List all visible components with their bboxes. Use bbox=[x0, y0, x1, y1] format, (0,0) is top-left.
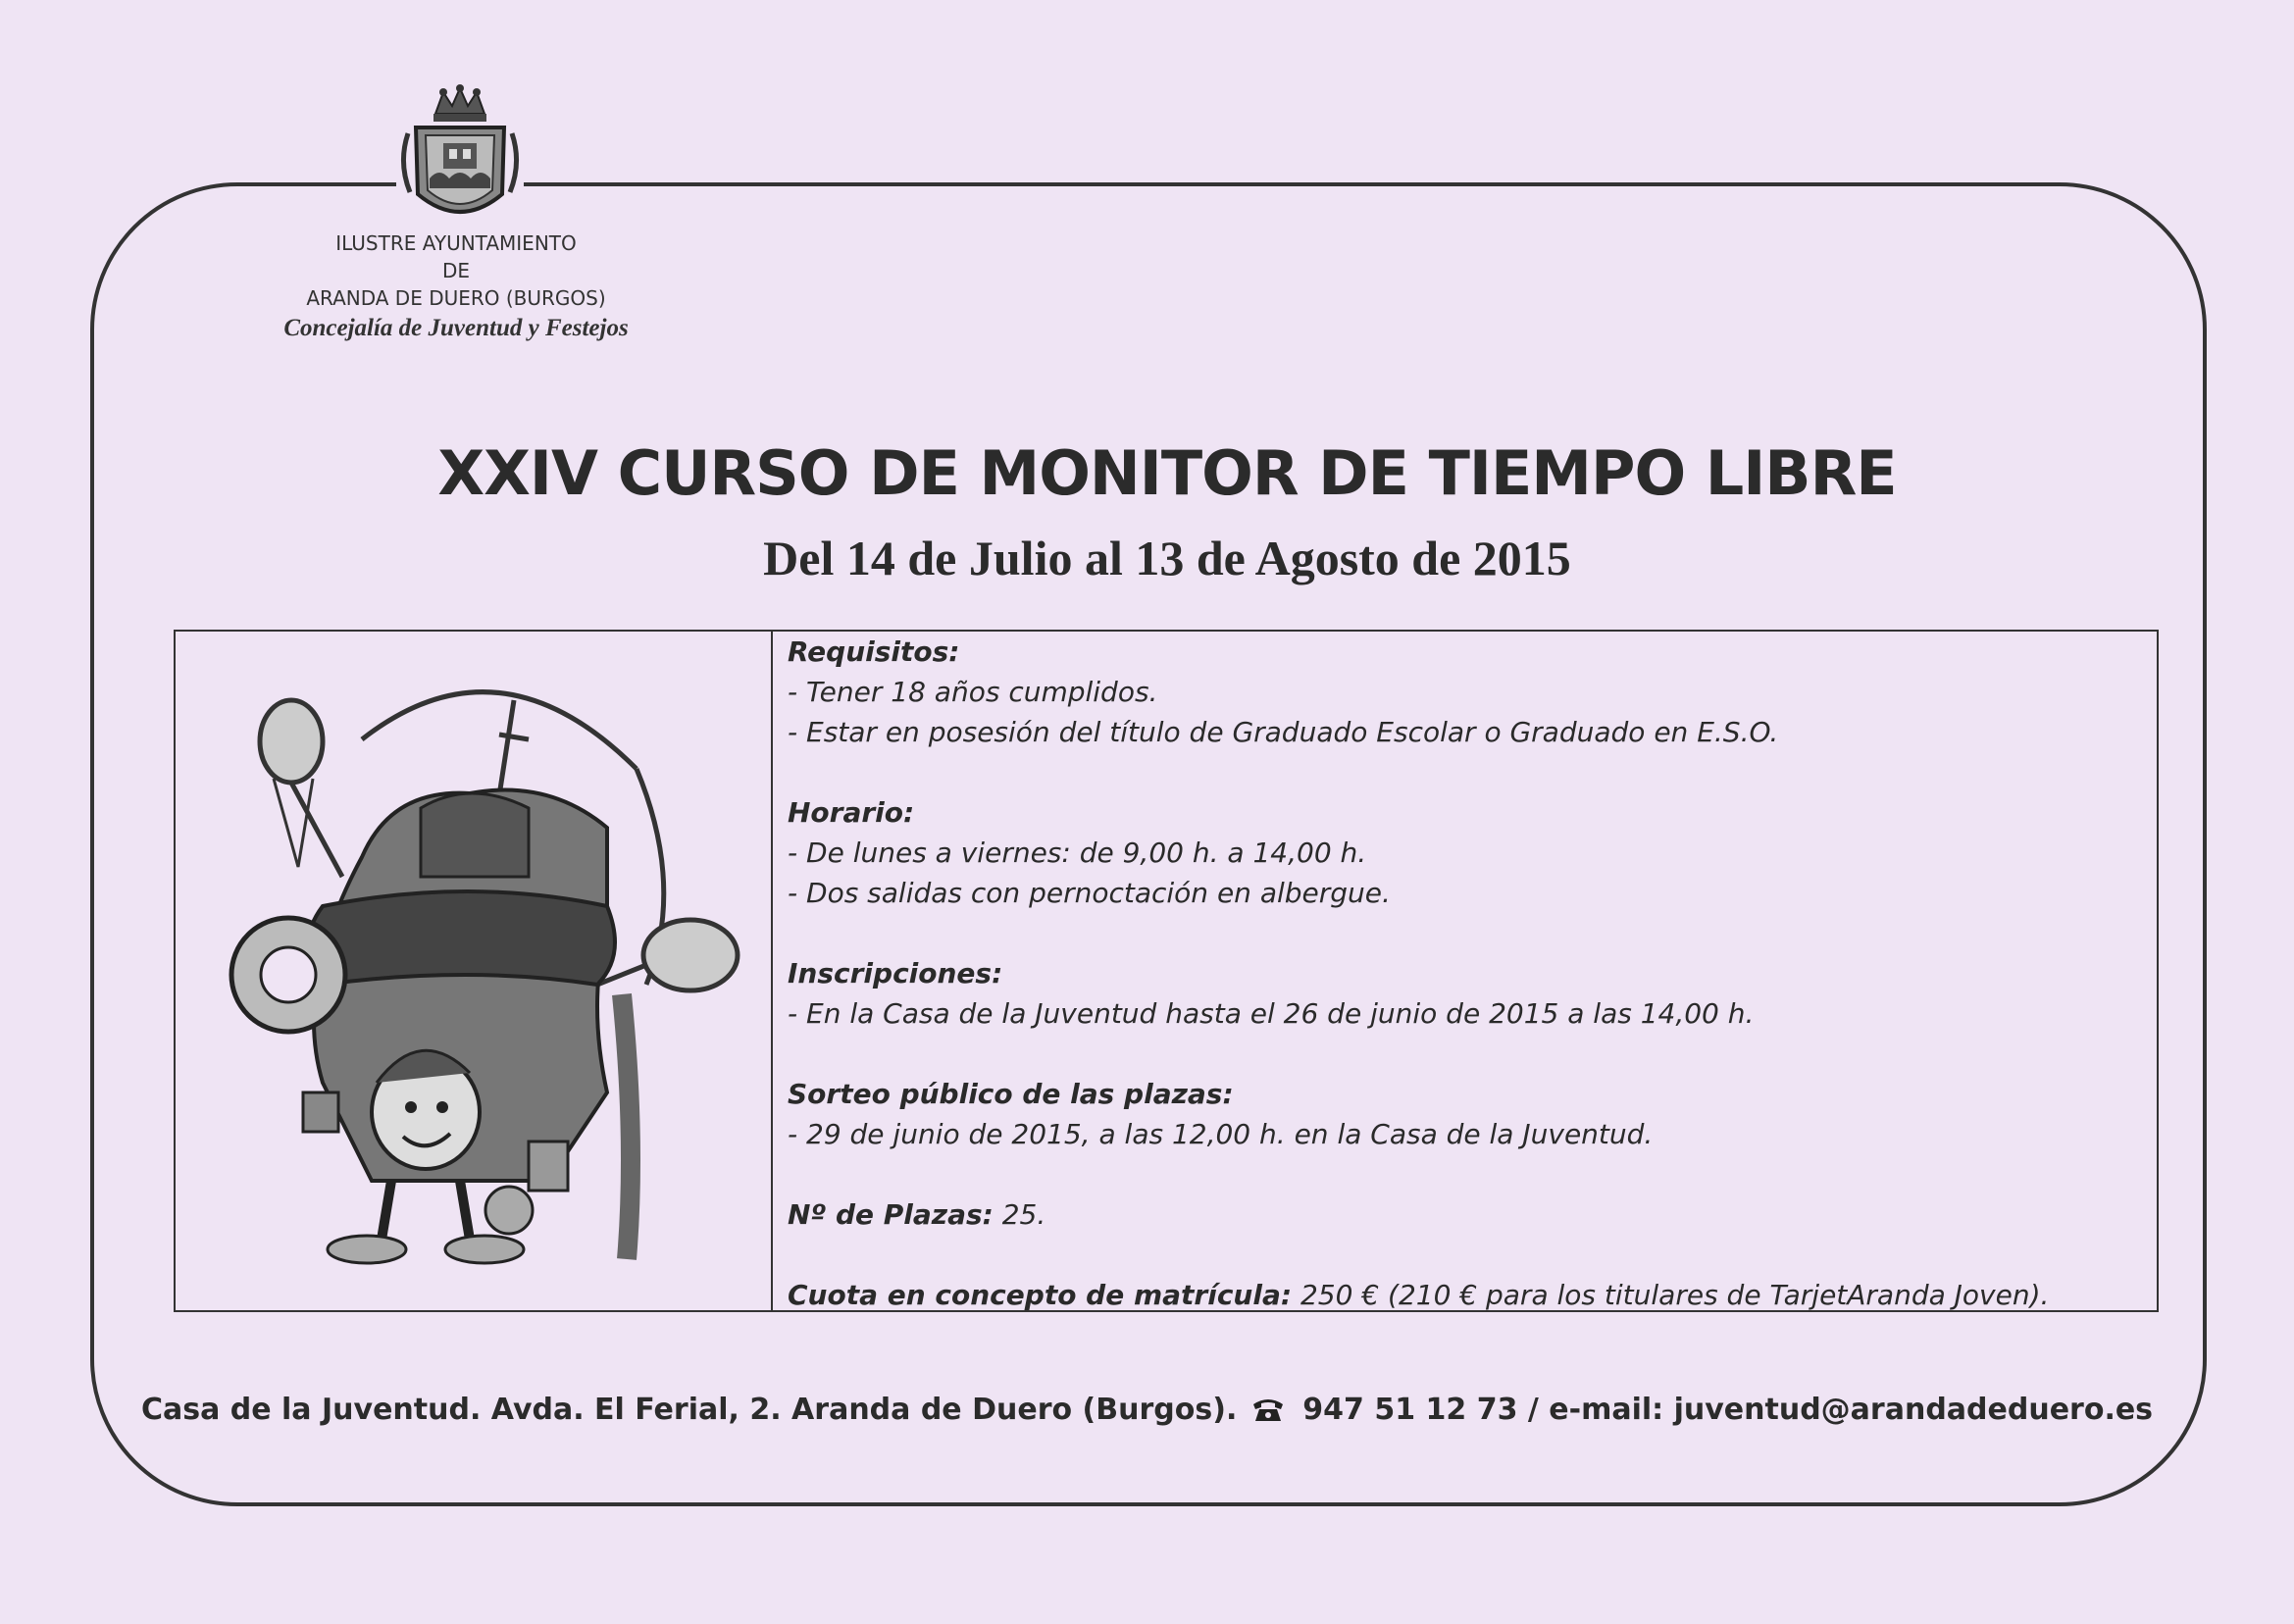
requisitos-item: - Estar en posesión del título de Graduado Escolar o Graduado en E.S.O. bbox=[788, 716, 1779, 748]
inscripciones-heading: Inscripciones: bbox=[788, 957, 1003, 990]
course-title: XXIV CURSO DE MONITOR DE TIEMPO LIBRE bbox=[437, 437, 1897, 509]
section-horario bbox=[788, 792, 2157, 913]
horario-heading: Horario: bbox=[788, 796, 915, 829]
footer-address: Casa de la Juventud. Avda. El Ferial, 2. Aranda de Duero (Burgos). bbox=[140, 1393, 1238, 1427]
horario-item: - De lunes a viernes: de 9,00 h. a 14,00 h. bbox=[788, 837, 1367, 869]
telephone-icon bbox=[1251, 1396, 1285, 1422]
coat-of-arms-crest bbox=[396, 84, 524, 231]
course-details bbox=[773, 632, 2157, 1310]
plazas-label: Nº de Plazas: bbox=[788, 1198, 994, 1231]
camper-illustration bbox=[176, 632, 769, 1310]
requisitos-item: - Tener 18 años cumplidos. bbox=[788, 676, 1158, 708]
requisitos-heading: Requisitos: bbox=[788, 635, 960, 668]
course-dates: Del 14 de Julio al 13 de Agosto de 2015 bbox=[763, 531, 1571, 585]
org-line-1: ILUSTRE AYUNTAMIENTO bbox=[335, 231, 577, 255]
section-sorteo bbox=[788, 1074, 2157, 1154]
section-inscripciones bbox=[788, 953, 2157, 1034]
cuota-label: Cuota en concepto de matrícula: bbox=[788, 1279, 1293, 1311]
contact-footer bbox=[0, 1393, 2294, 1427]
info-table bbox=[174, 630, 2159, 1312]
section-requisitos bbox=[788, 632, 2157, 752]
cuota-value: 250 € (210 € para los titulares de TarjetAranda Joven). bbox=[1292, 1279, 2050, 1311]
org-line-2: DE bbox=[441, 259, 471, 282]
sorteo-heading: Sorteo público de las plazas: bbox=[788, 1078, 1234, 1110]
sorteo-item: - 29 de junio de 2015, a las 12,00 h. en la Casa de la Juventud. bbox=[788, 1118, 1654, 1150]
plazas-value: 25. bbox=[993, 1198, 1046, 1231]
section-cuota bbox=[788, 1275, 2157, 1315]
org-line-3: ARANDA DE DUERO (BURGOS) bbox=[306, 286, 606, 310]
section-plazas bbox=[788, 1194, 2157, 1235]
horario-item: - Dos salidas con pernoctación en albergue. bbox=[788, 877, 1391, 909]
footer-contact: 947 51 12 73 / e-mail: juventud@arandadeduero.es bbox=[1302, 1393, 2154, 1427]
illustration-cell bbox=[176, 632, 773, 1310]
inscripciones-item: - En la Casa de la Juventud hasta el 26 de junio de 2015 a las 14,00 h. bbox=[788, 997, 1755, 1030]
organization-header bbox=[245, 229, 667, 345]
department-name: Concejalía de Juventud y Festejos bbox=[283, 315, 629, 341]
